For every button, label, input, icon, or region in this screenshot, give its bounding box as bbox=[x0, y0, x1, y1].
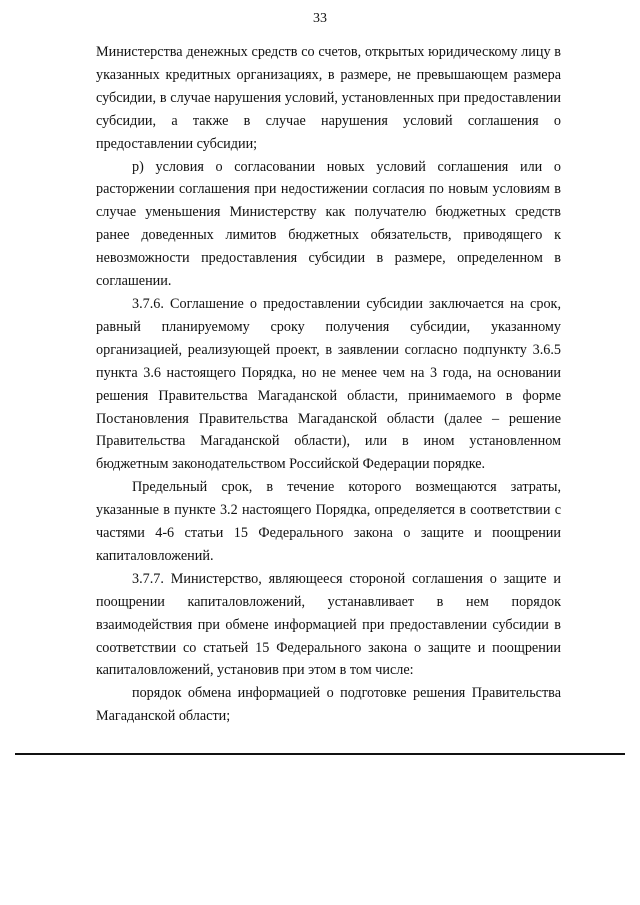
paragraph-ministry-funds: Министерства денежных средств со счетов, открытых юридическому лицу в указанных кредитных организациях, в размере, не превышающем размера субсидии, в случае нарушения условий, установленных при предоставлении субсидии, а также в случае нарушения условий соглашения о предоставлении субсидии; bbox=[96, 44, 561, 152]
paragraph-deadline: Предельный срок, в течение которого возмещаются затраты, указанные в пункте 3.2 настоящего Порядка, определяется в соответствии с частями 4-6 статьи 15 Федерального закона о защите и поощрении капиталовложений. bbox=[96, 479, 561, 564]
paragraph-info-exchange: порядок обмена информацией о подготовке решения Правительства Магаданской области; bbox=[96, 685, 561, 725]
paragraph-3-7-6: 3.7.6. Соглашение о предоставлении субсидии заключается на срок, равный планируемому сроку получения субсидии, указанному организацией, реализующей проект, в заявлении согласно подпункту 3.6.5 пункта 3.6 настоящего Порядка, но не менее чем на 3 года, на основании решения Правительства Магаданской области, принимаемого в форме Постановления Правительства Магаданской области (далее – решение Правительства Магаданской области), или в ином установленном бюджетным законодательством Российской Федерации порядке. bbox=[96, 295, 561, 473]
document-body bbox=[96, 41, 561, 728]
footer-divider bbox=[15, 753, 625, 755]
paragraph-item-r: р) условия о согласовании новых условий соглашения или о расторжении соглашения при недостижении согласия по новым условиям в случае уменьшения Министерству как получателю бюджетных средств ранее доведенных лимитов бюджетных обязательств, приводящего к невозможности предоставления субсидии в размере, определенном в соглашении. bbox=[96, 158, 561, 290]
page-number: 33 bbox=[313, 11, 327, 26]
paragraph-3-7-7: 3.7.7. Министерство, являющееся стороной соглашения о защите и поощрении капиталовложений, устанавливает в нем порядок взаимодействия при обмене информацией при предоставлении субсидии в соответствии со статьей 15 Федерального закона о защите и поощрении капиталовложений, установив при этом в том числе: bbox=[96, 570, 561, 679]
